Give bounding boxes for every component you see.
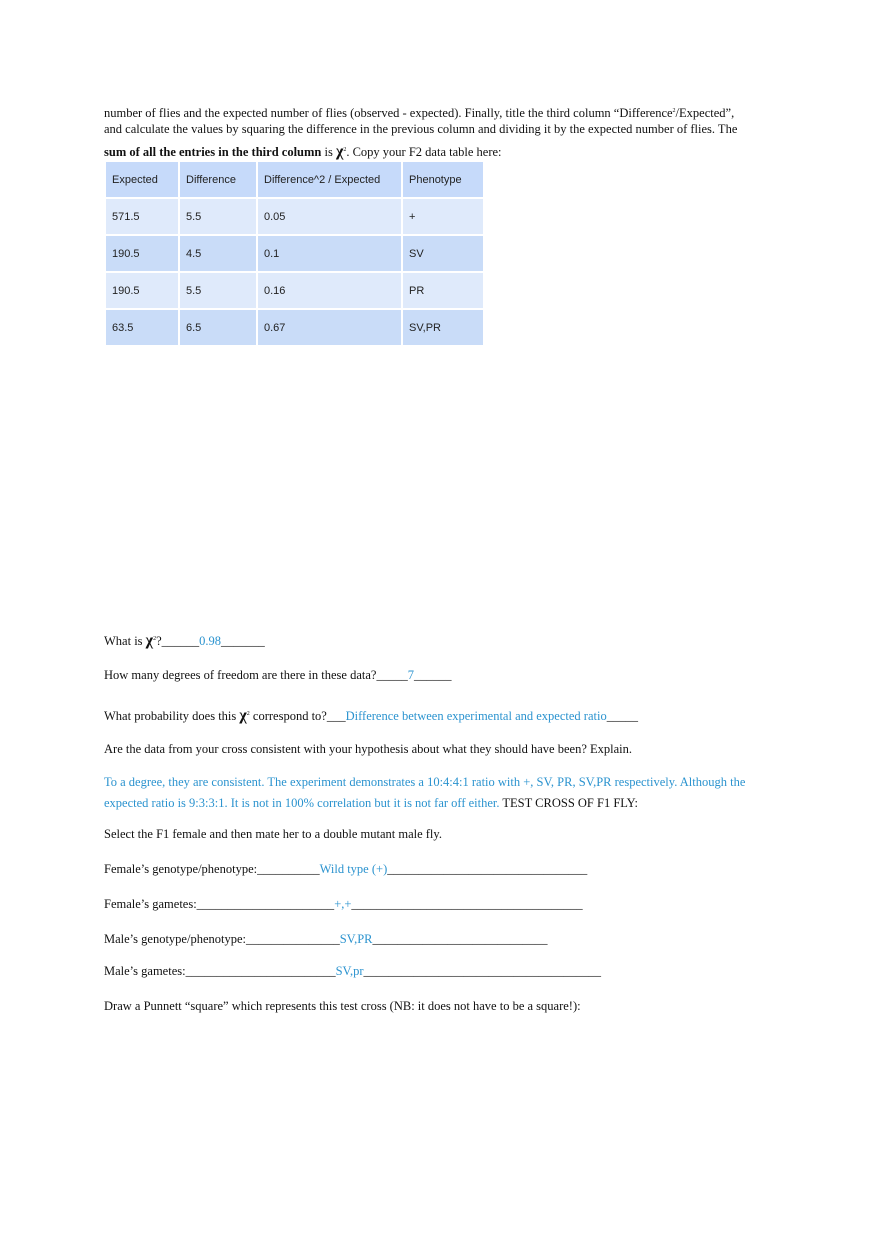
degrees-freedom-question: How many degrees of freedom are there in these data?_____7______ (104, 668, 452, 682)
table-cell: + (403, 199, 483, 234)
table-cell: 5.5 (180, 199, 256, 234)
consistency-answer-block (104, 772, 770, 814)
table-header-cell: Difference (180, 162, 256, 197)
table-cell: SV,PR (403, 310, 483, 345)
probability-answer[interactable]: Difference between experimental and expected ratio (345, 709, 607, 724)
probability-question: What probability does this $\chi^2$ correspond to?___Difference between experimental and expected ratio_____ (104, 707, 638, 725)
table-cell: 190.5 (106, 236, 178, 271)
male-genotype-line: Male’s genotype/phenotype:_______________SV,PR____________________________ (104, 932, 548, 946)
f2-data-table (104, 160, 485, 347)
table-row (106, 236, 483, 271)
chi-symbol: χ (335, 143, 344, 161)
female-genotype-answer[interactable]: Wild type (+) (319, 862, 388, 876)
table-cell: 0.67 (258, 310, 401, 345)
table-cell: 190.5 (106, 273, 178, 308)
table-cell: 0.16 (258, 273, 401, 308)
table-cell: 0.1 (258, 236, 401, 271)
table-cell: PR (403, 273, 483, 308)
table-row (106, 199, 483, 234)
punnett-instruction: Draw a Punnett “square” which represents this test cross (NB: it does not have to be a square!): (104, 999, 581, 1013)
table-cell: 571.5 (106, 199, 178, 234)
table-cell: 0.05 (258, 199, 401, 234)
male-gametes-answer[interactable]: SV,pr (335, 964, 364, 978)
table-cell: 63.5 (106, 310, 178, 345)
consistency-question: Are the data from your cross consistent with your hypothesis about what they should have been? Explain. (104, 742, 633, 756)
male-gametes-line: Male’s gametes:________________________SV,pr______________________________________ (104, 964, 601, 978)
female-genotype-line: Female’s genotype/phenotype:__________Wild type (+)________________________________ (104, 862, 588, 876)
table-header-row (106, 162, 483, 197)
table-row (106, 310, 483, 345)
consistency-answer[interactable]: To a degree, they are consistent. The experiment demonstrates a 10:4:4:1 ratio with +, SV, PR, SV,PR respectively. Although the expected ratio is 9:3:3:1. It is not in 100% correlation but it is not far off either. (104, 775, 746, 810)
table-cell: 4.5 (180, 236, 256, 271)
female-gametes-answer[interactable]: +,+ (334, 897, 352, 911)
degrees-freedom-answer[interactable]: 7 (407, 668, 414, 682)
table-header-cell: Expected (106, 162, 178, 197)
table-header-cell: Difference^2 / Expected (258, 162, 401, 197)
chi-square-answer[interactable]: 0.98 (199, 634, 221, 649)
table-cell: 5.5 (180, 273, 256, 308)
intro-line-2: and calculate the values by squaring the difference in the previous column and dividing it by the expected number of flies. The (104, 122, 738, 136)
intro-line-1: number of flies and the expected number of flies (observed - expected). Finally, title the third column “Difference$^2$/Expected”, (104, 106, 735, 121)
select-instruction: Select the F1 female and then mate her to a double mutant male fly. (104, 827, 442, 841)
table-row (106, 273, 483, 308)
intro-line-3: sum of all the entries in the third column is $\chi^2$. Copy your F2 data table here: (104, 143, 502, 161)
male-genotype-answer[interactable]: SV,PR (339, 932, 373, 946)
female-gametes-line: Female’s gametes:______________________+,+_____________________________________ (104, 897, 583, 911)
chi-square-question: What is $\chi^2?\_\_\_\_\_\_0.98\_\_\_\_\_\_\_$ (104, 632, 265, 650)
table-header-cell: Phenotype (403, 162, 483, 197)
table-cell: SV (403, 236, 483, 271)
test-cross-heading: TEST CROSS OF F1 FLY: (499, 796, 639, 810)
table-cell: 6.5 (180, 310, 256, 345)
